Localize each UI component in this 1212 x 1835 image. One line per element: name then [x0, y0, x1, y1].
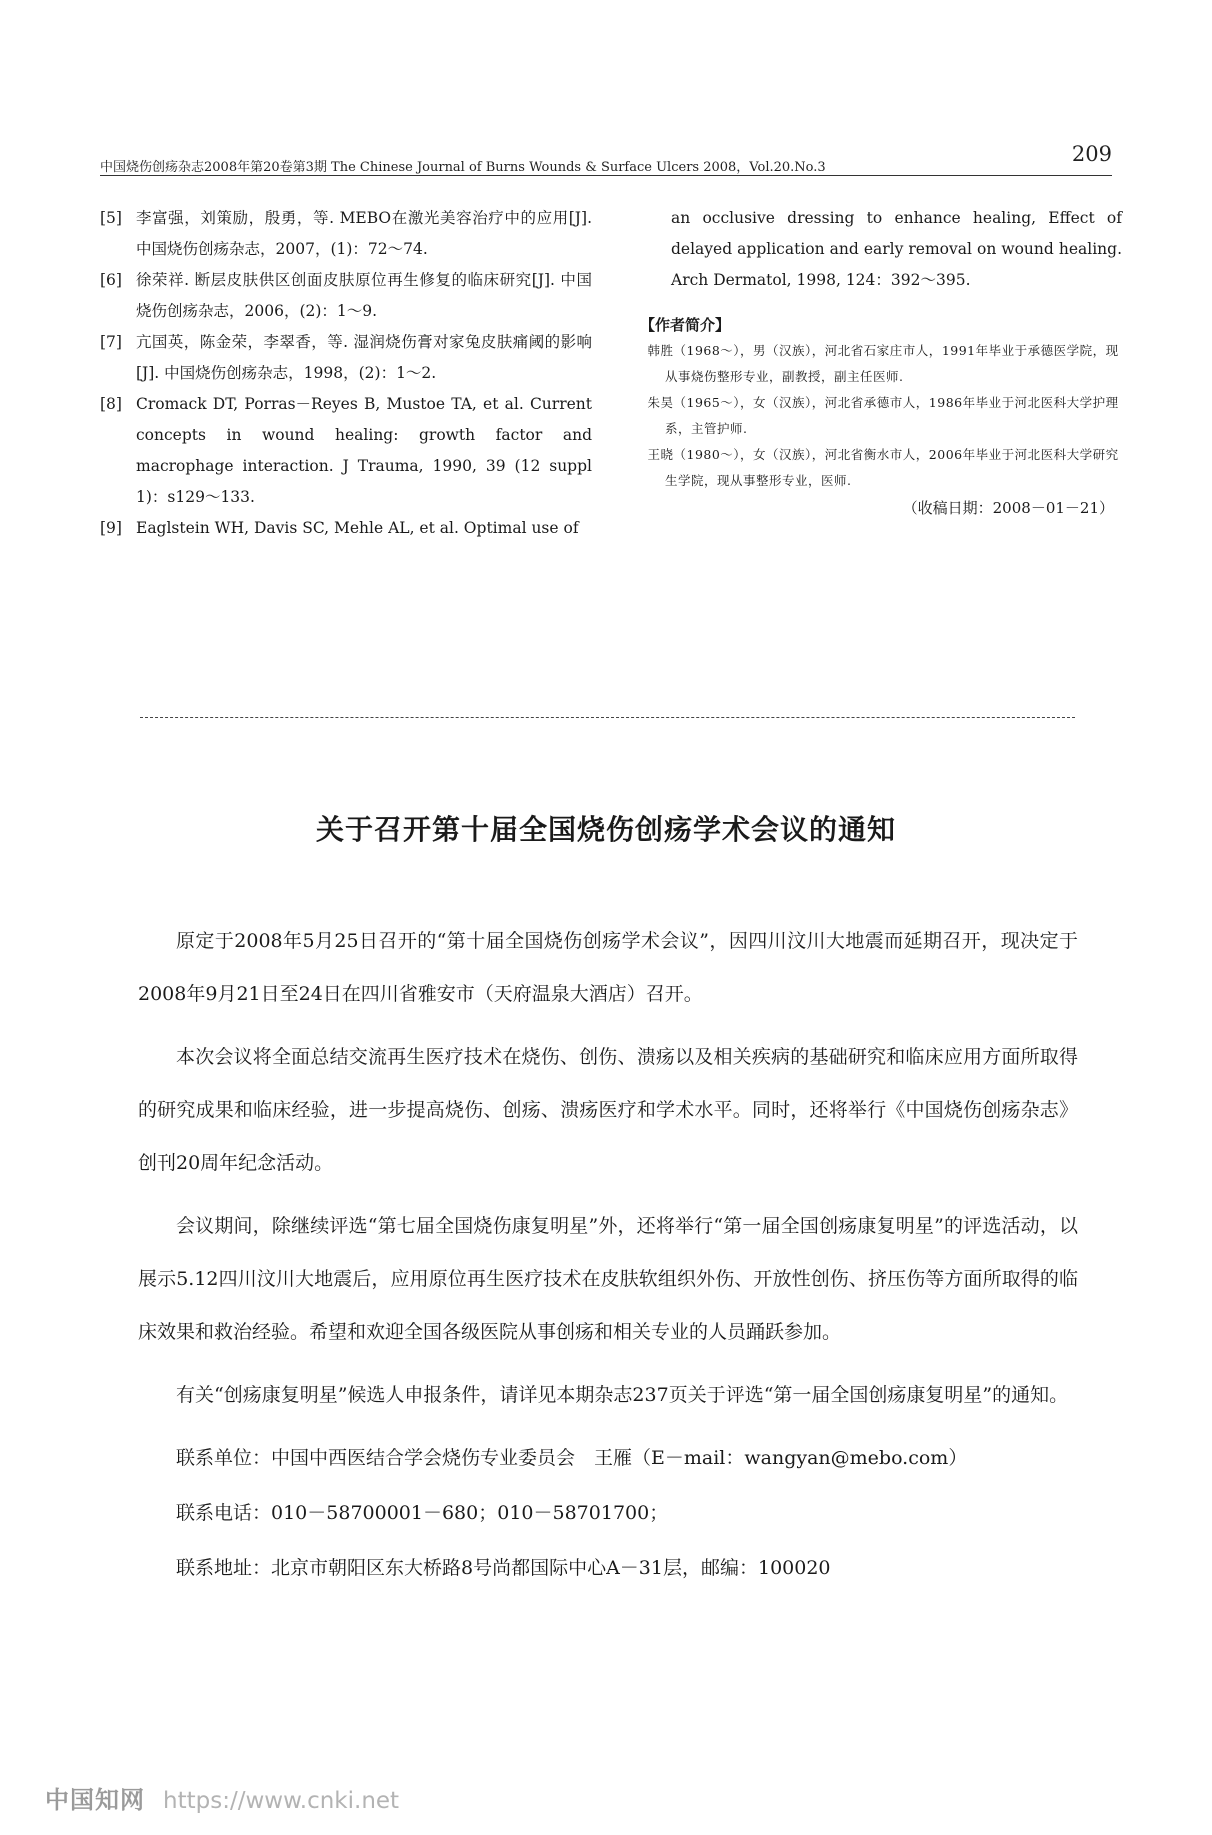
author-bio: 王晓（1980～），女（汉族），河北省衡水市人，2006年毕业于河北医科大学研究生学院，现从事整形专业，医师. [647, 447, 1119, 488]
contact-unit: 联系单位：中国中西医结合学会烧伤专业委员会 王雁（E－mail：wangyan@mebo.com） [176, 1447, 968, 1469]
reference-text: 亢国英，陈金荣，李翠香，等. 湿润烧伤膏对家兔皮肤痛阈的影响[J]. 中国烧伤创疡杂志，1998，(2)：1～2. [136, 333, 592, 382]
page-number: 209 [1071, 142, 1112, 166]
reference-text: Cromack DT, Porras－Reyes B, Mustoe TA, et al. Current concepts in wound healing: growth factor and macrophage interaction. J Trauma, 1990, 39 (12 suppl 1)：s129～133. [136, 395, 592, 506]
reference-item [100, 265, 592, 327]
reference-number: [8] [100, 395, 122, 413]
reference-item [100, 389, 592, 513]
references-left-column [100, 203, 592, 544]
notice-paragraph: 原定于2008年5月25日召开的“第十届全国烧伤创疡学术会议”，因四川汶川大地震而延期召开，现决定于2008年9月21日至24日在四川省雅安市（天府温泉大酒店）召开。 [138, 930, 1078, 1005]
author-heading: 【作者简介】 [640, 316, 731, 334]
section-divider [140, 717, 1075, 718]
cnki-logo-text: 中国知网 [45, 1786, 145, 1814]
reference-text: Eaglstein WH, Davis SC, Mehle AL, et al. Optimal use of [136, 519, 579, 537]
reference-item [100, 203, 592, 265]
running-header [100, 142, 1112, 175]
author-bio: 韩胜（1968～），男（汉族），河北省石家庄市人，1991年毕业于承德医学院，现从事烧伤整形专业，副教授，副主任医师. [647, 343, 1119, 384]
journal-line: 中国烧伤创疡杂志2008年第20卷第3期 The Chinese Journal of Burns Wounds & Surface Ulcers 2008，Vol.20.No.3 [100, 160, 826, 175]
reference-text: 李富强，刘策励，殷勇，等. MEBO在激光美容治疗中的应用[J]. 中国烧伤创疡杂志，2007，(1)：72～74. [136, 209, 592, 258]
contact-address: 联系地址：北京市朝阳区东大桥路8号尚都国际中心A－31层，邮编：100020 [176, 1557, 831, 1579]
notice-body [138, 915, 1078, 1597]
notice-title: 关于召开第十届全国烧伤创疡学术会议的通知 [315, 813, 896, 846]
reference-number: [9] [100, 519, 122, 537]
reference-text: 徐荣祥. 断层皮肤供区创面皮肤原位再生修复的临床研究[J]. 中国烧伤创疡杂志，2006，(2)：1～9. [136, 271, 592, 320]
right-column [640, 203, 1122, 522]
cnki-url: https://www.cnki.net [163, 1788, 400, 1814]
received-date: （收稿日期：2008－01－21） [902, 499, 1114, 517]
author-bio: 朱昊（1965～），女（汉族），河北省承德市人，1986年毕业于河北医科大学护理系，主管护师. [647, 395, 1119, 436]
contact-phone: 联系电话：010－58700001－680；010－58701700； [176, 1502, 669, 1524]
notice-paragraph: 有关“创疡康复明星”候选人申报条件，请详见本期杂志237页关于评选“第一届全国创疡康复明星”的通知。 [176, 1384, 1069, 1406]
header-rule [100, 175, 1112, 176]
reference-number: [6] [100, 271, 122, 289]
cnki-watermark [45, 1780, 399, 1815]
reference-item [100, 513, 592, 544]
notice-paragraph: 本次会议将全面总结交流再生医疗技术在烧伤、创伤、溃疡以及相关疾病的基础研究和临床应用方面所取得的研究成果和临床经验，进一步提高烧伤、创疡、溃疡医疗和学术水平。同时，还将举行《中国烧伤创疡杂志》创刊20周年纪念活动。 [138, 1046, 1078, 1174]
reference-continuation: an occlusive dressing to enhance healing, Effect of delayed application and early removal on wound healing. Arch Dermatol, 1998, 124：392～395. [671, 209, 1122, 289]
reference-number: [7] [100, 333, 122, 351]
notice-paragraph: 会议期间，除继续评选“第七届全国烧伤康复明星”外，还将举行“第一届全国创疡康复明星”的评选活动，以展示5.12四川汶川大地震后，应用原位再生医疗技术在皮肤软组织外伤、开放性创伤、挤压伤等方面所取得的临床效果和救治经验。希望和欢迎全国各级医院从事创疡和相关专业的人员踊跃参加。 [138, 1215, 1078, 1343]
reference-number: [5] [100, 209, 122, 227]
reference-item [100, 327, 592, 389]
